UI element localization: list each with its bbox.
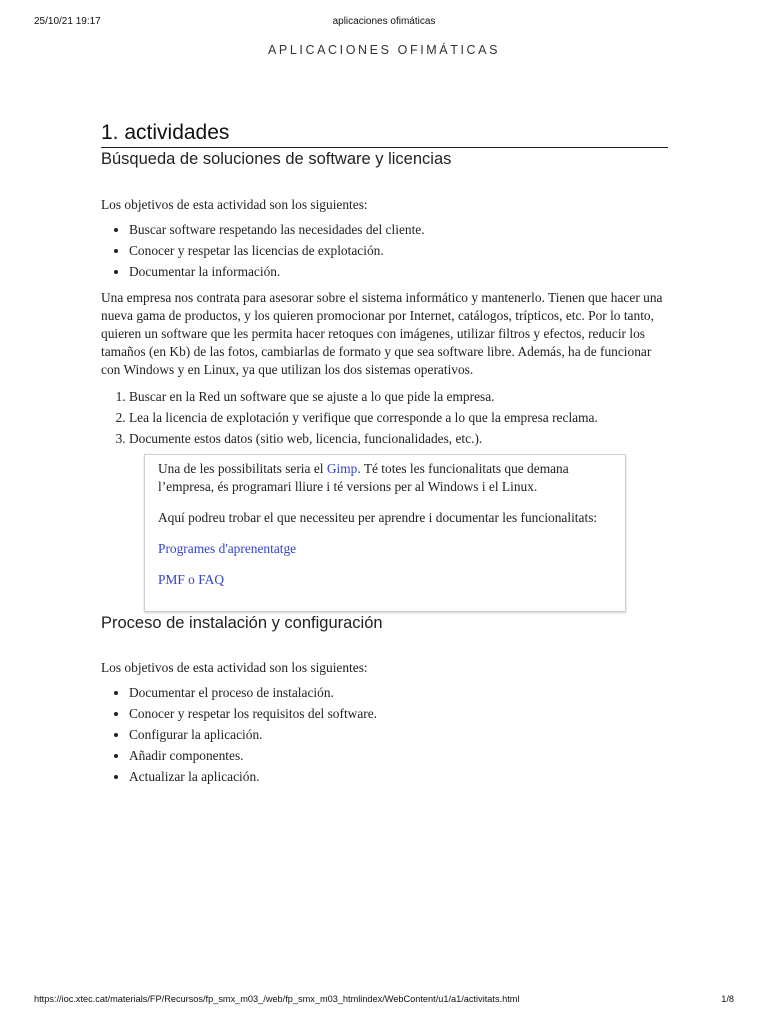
objectives-list: [101, 684, 668, 786]
activity-description: Una empresa nos contrata para asesorar sobre el sistema informático y mantenerlo. Tienen que hacer una nueva gama de productos, y los quieren promocionar por Internet, catálogos, trípticos, etc. Por lo tanto, quieren un software que les permita hacer retoques con imágenes, utilizar filtros y efectos, reducir los tamaños (en Kb) de las fotos, cambiarlas de formato y que sea software libre. Además, ha de funcionar con Windows y en Linux, ya que utilizan los dos sistemas operativos.: [101, 290, 663, 377]
solution-text-before: Una de les possibilitats seria el: [158, 461, 327, 476]
list-item: 3. Documente estos datos (sitio web, licencia, funcionalidades, etc.).: [129, 430, 668, 448]
list-item: 2. Lea la licencia de explotación y verifique que corresponde a lo que la empresa reclama.: [129, 409, 668, 427]
faq-link[interactable]: PMF o FAQ: [158, 572, 224, 587]
activity-intro: Los objetivos de esta actividad son los siguientes:: [101, 660, 368, 675]
print-title: aplicaciones ofimáticas: [332, 16, 436, 27]
list-item: 1. Buscar en la Red un software que se ajuste a lo que pide la empresa.: [129, 388, 668, 406]
print-header: [34, 16, 734, 30]
learning-programs-link[interactable]: Programes d'aprenentatge: [158, 541, 297, 556]
list-item: • Configurar la aplicación.: [129, 726, 668, 744]
activity-intro: Los objetivos de esta actividad son los siguientes:: [101, 197, 368, 212]
page-number: 1/8: [721, 994, 734, 1004]
gimp-link[interactable]: Gimp: [326, 461, 358, 476]
list-item: • Documentar el proceso de instalación.: [129, 684, 668, 702]
list-item: • Conocer y respetar las licencias de explotación.: [129, 242, 668, 260]
solution-text-after: . Té totes les funcionalitats que demana l’empresa, és programari lliure i té versions per al Windows i el Linux.: [158, 461, 569, 494]
print-date: 25/10/21 19:17: [34, 16, 101, 27]
resources-paragraph: Aquí podreu trobar el que necessiteu per aprendre i documentar les funcionalitats:: [158, 510, 598, 525]
main-content: [101, 120, 668, 789]
page-url: https://ioc.xtec.cat/materials/FP/Recursos/fp_smx_m03_/web/fp_smx_m03_htmlindex/WebContent/u1/a1/activitats.html: [34, 994, 520, 1004]
activity-heading: Proceso de instalación y configuración: [101, 614, 383, 632]
list-item: • Conocer y respetar los requisitos del software.: [129, 705, 668, 723]
list-item: • Actualizar la aplicación.: [129, 768, 668, 786]
learning-programs-item: [158, 540, 611, 558]
list-item: • Documentar la información.: [129, 263, 668, 281]
section-title: 1. actividades: [101, 120, 668, 148]
activity-heading: Búsqueda de soluciones de software y licencias: [101, 150, 452, 168]
faq-item: [158, 571, 611, 589]
solution-box: [144, 454, 626, 612]
objectives-list: [101, 221, 668, 281]
list-item: • Añadir componentes.: [129, 747, 668, 765]
list-item: • Buscar software respetando las necesidades del cliente.: [129, 221, 668, 239]
solution-paragraph: [158, 460, 611, 496]
steps-list: [101, 388, 668, 448]
site-title: APLICACIONES OFIMÁTICAS: [267, 43, 501, 57]
